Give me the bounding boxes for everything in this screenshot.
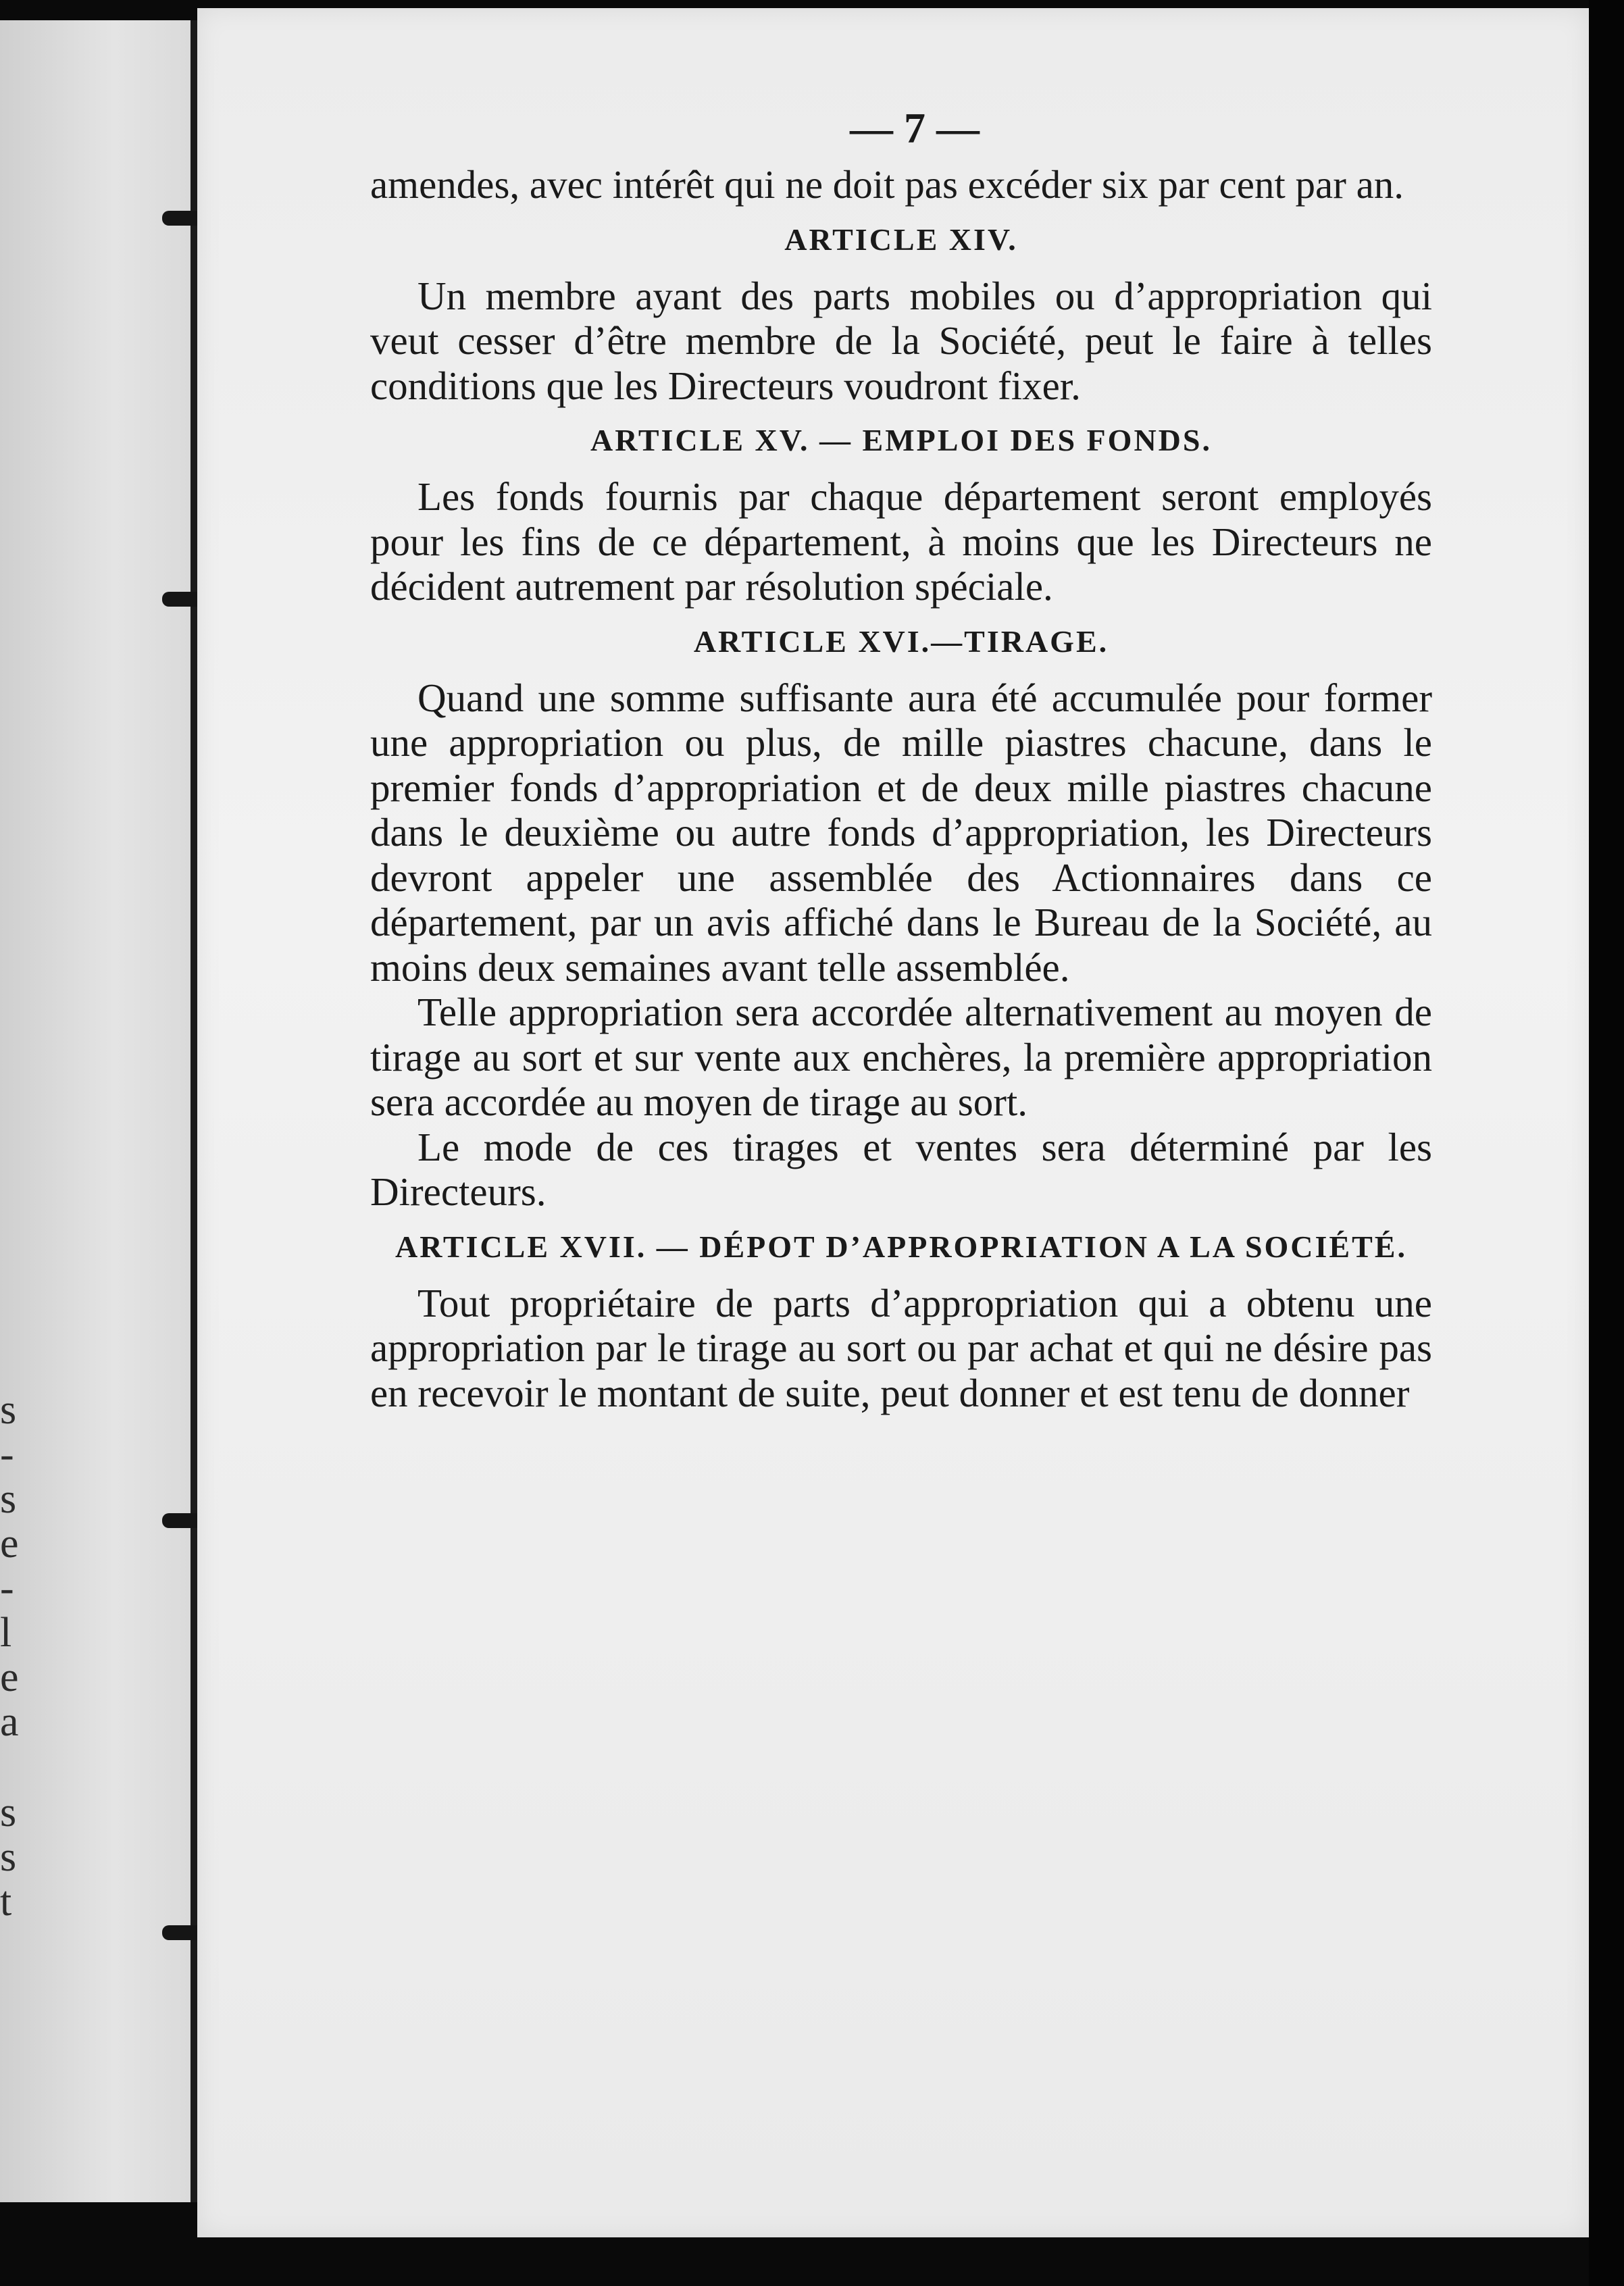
article-heading: ARTICLE XV. — EMPLOI DES FONDS. [590,423,1212,457]
paragraph: Un membre ayant des parts mobiles ou d’appropriation qui veut cesser d’être membre de la Société, peut le faire à telles conditions que les Directeurs voudront fixer. [370,273,1432,408]
binding-gutter [191,20,197,2202]
paragraph: Telle appropriation sera accordée alternativement au moyen de tirage au sort et sur vente aux enchères, la première appropriation sera accordée au moyen de tirage au sort. [370,990,1432,1124]
paragraph: Les fonds fournis par chaque département seront employés pour les fins de ce département, à moins que les Directeurs ne décident autrement par résolution spéciale. [370,474,1432,609]
page-text [370,95,1432,1415]
left-page-edge [0,20,191,2202]
left-edge-letter: a [0,1699,19,1745]
left-edge-letter: s [0,1789,17,1835]
left-edge-letter: l [0,1610,12,1656]
article-heading: ARTICLE XVI.—TIRAGE. [693,624,1109,659]
paragraph: Quand une somme suffisante aura été accumulée pour former une appropriation ou plus, de mille piastres chacune, dans le premier fonds d’appropriation et de deux mille piastres chacune dans le deuxième ou autre fonds d’appropriation, les Directeurs devront appeler une assemblée des Actionnaires dans ce département, par un avis affiché dans le Bureau de la Société, au moins deux semaines avant telle assemblée. [370,675,1432,990]
left-edge-letter: s [0,1387,17,1433]
left-edge-letter: t [0,1879,12,1925]
left-edge-letter: e [0,1521,19,1567]
scan-dark-margin [1589,0,1624,2286]
article-heading: ARTICLE XVII. — DÉPOT D’APPROPRIATION A LA SOCIÉTÉ. [395,1229,1407,1264]
left-edge-letter: s [0,1834,17,1880]
paragraph: amendes, avec intérêt qui ne doit pas excéder six par cent par an. [370,162,1404,207]
article-heading: ARTICLE XIV. [784,222,1018,257]
left-edge-letter: - [0,1565,14,1611]
left-edge-letter: e [0,1654,19,1700]
paragraph: Le mode de ces tirages et ventes sera déterminé par les Directeurs. [370,1124,1432,1214]
page-number: — 7 — [850,104,980,152]
left-edge-letter: - [0,1431,14,1477]
left-edge-letter: s [0,1476,17,1522]
paragraph: Tout propriétaire de parts d’appropriation qui a obtenu une appropriation par le tirage au sort ou par achat et qui ne désire pas en recevoir le montant de suite, peut donner et est tenu de donner [370,1280,1432,1415]
